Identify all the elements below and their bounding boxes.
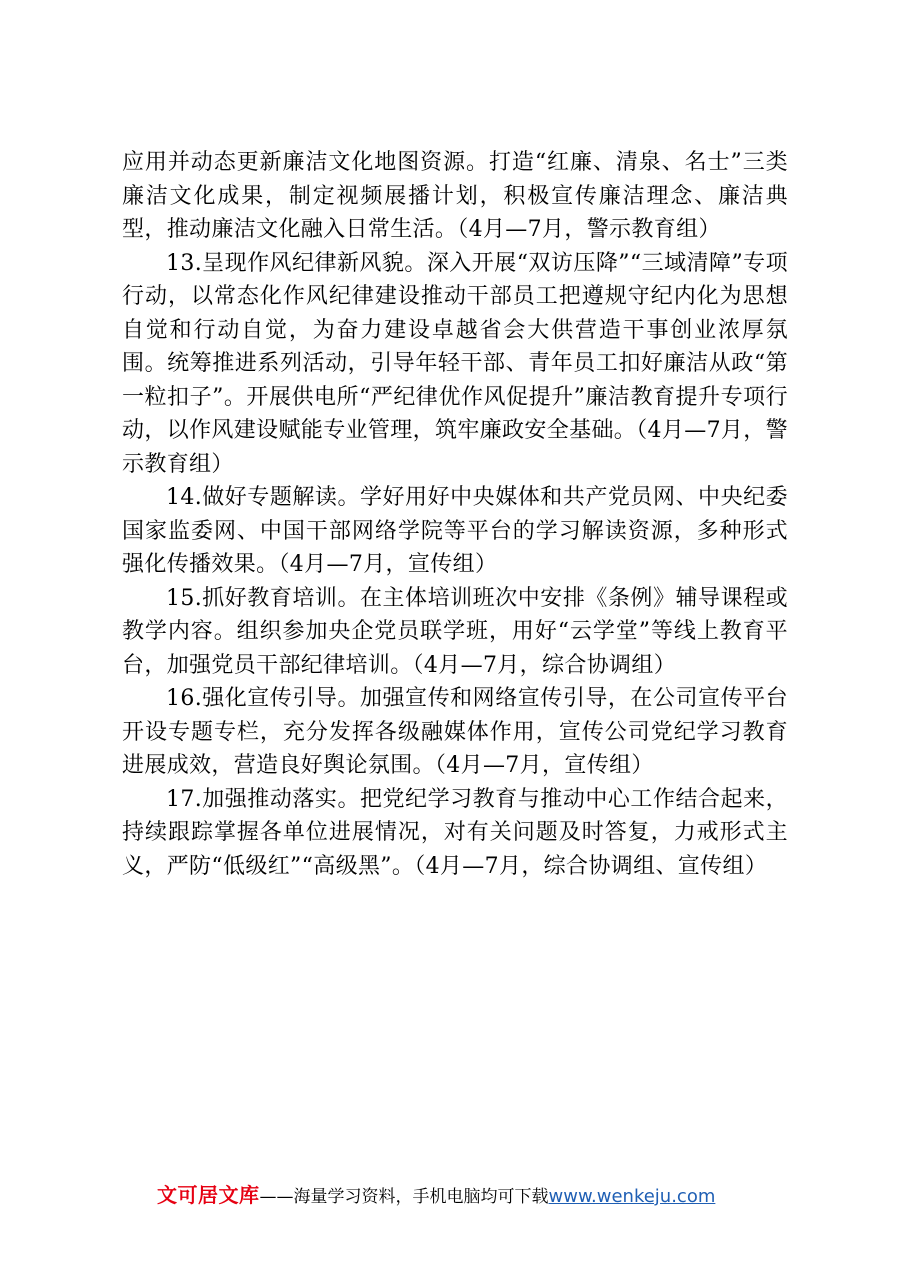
- paragraph-item-15: 15.抓好教育培训。在主体培训班次中安排《条例》辅导课程或教学内容。组织参加央企党员联学班，用好“云学堂”等线上教育平台，加强党员干部纪律培训。（4月—7月，综合协调组）: [122, 585, 788, 678]
- footer-brand: 文可居文库: [157, 1183, 260, 1207]
- paragraph-item-16: 16.强化宣传引导。加强宣传和网络宣传引导，在公司宣传平台开设专题专栏，充分发挥各级融媒体作用，宣传公司党纪学习教育进展成效，营造良好舆论氛围。（4月—7月，宣传组）: [122, 686, 788, 778]
- paragraph-item-17: 17.加强推动落实。把党纪学习教育与推动中心工作结合起来，持续跟踪掌握各单位进展情况，对有关问题及时答复，力戒形式主义，严防“低级红”“高级黑”。（4月—7月，综合协调组、宣传组）: [122, 786, 788, 879]
- paragraph-item-13: 13.呈现作风纪律新风貌。深入开展“双访压降”“三域清障”专项行动，以常态化作风纪律建设推动干部员工把遵规守纪内化为思想自觉和行动自觉，为奋力建设卓越省会大供营造干事创业浓厚氛围。统筹推进系列活动，引导年轻干部、青年员工扣好廉洁从政“第一粒扣子”。开展供电所“严纪律优作风促提升”廉洁教育提升专项行动，以作风建设赋能专业管理，筑牢廉政安全基础。（4月—7月，警示教育组）: [122, 250, 788, 477]
- footer-link[interactable]: www.wenkeju.com: [548, 1186, 716, 1207]
- document-body: [122, 146, 788, 883]
- paragraph-continued: 应用并动态更新廉洁文化地图资源。打造“红廉、清泉、名士”三类廉洁文化成果，制定视频展播计划，积极宣传廉洁理念、廉洁典型，推动廉洁文化融入日常生活。（4月—7月，警示教育组）: [122, 150, 788, 242]
- footer-tagline: ——海量学习资料，手机电脑均可下载: [259, 1187, 549, 1207]
- paragraph-item-14: 14.做好专题解读。学好用好中央媒体和共产党员网、中央纪委国家监委网、中国干部网络学院等平台的学习解读资源，多种形式强化传播效果。（4月—7月，宣传组）: [122, 485, 788, 577]
- page-footer: [157, 1182, 777, 1210]
